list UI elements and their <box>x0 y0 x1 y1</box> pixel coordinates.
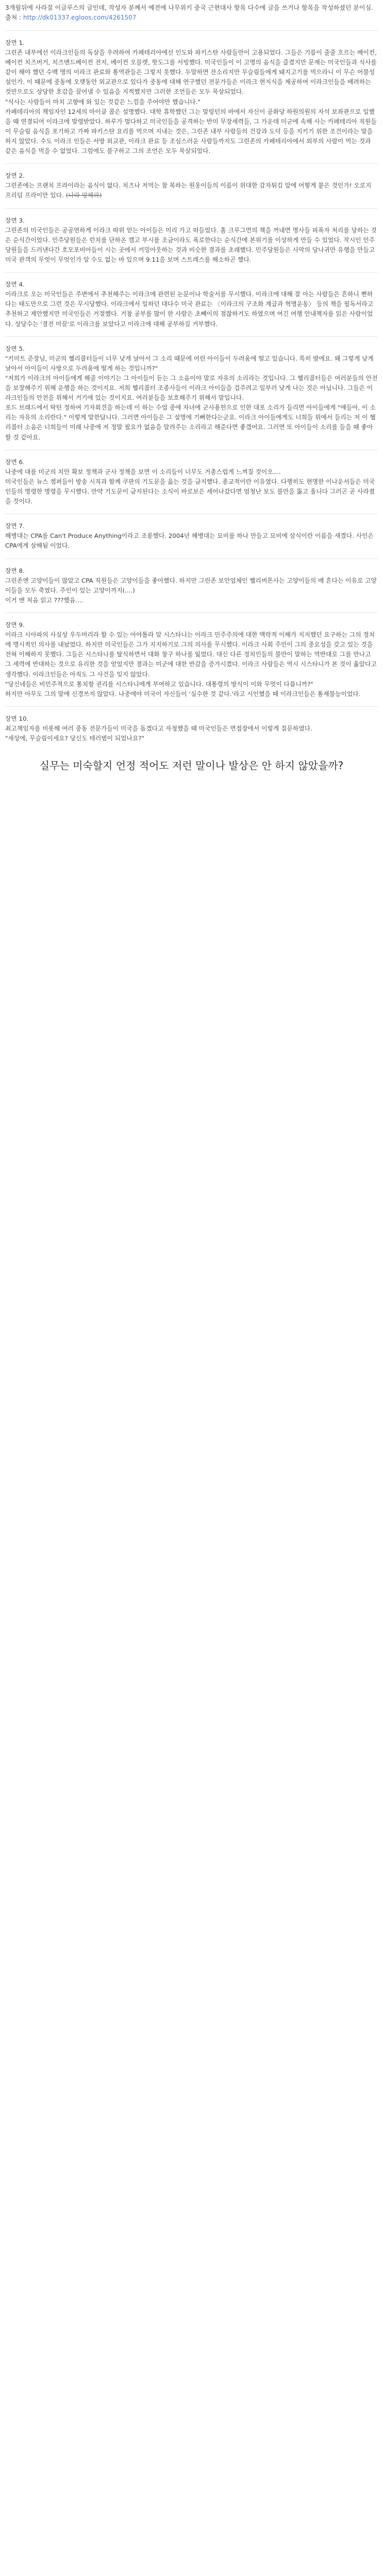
scene-paragraph: "저희가 이라크의 아이들에게 해줄 이야기는 그 아이들이 듣는 그 소음이야 말로 자유의 소리라는 것입니다. 그 헬리콥터들은 여러분들의 안전을 보장해주기 위해 운행을 하는 것이지요. 저희 헬리콥터 조종사들이 이라크 아이들을 겁주려고 일부러 낮게 나는 것은 아닙니다. 그들은 이라크인들의 안전을 위해서 거기에 있는 것이지요. 여러분들을 보호해주기 위해서 말입니다. <box>5 374 378 402</box>
scene-heading: 장면 3. <box>5 216 25 224</box>
divider <box>5 336 378 337</box>
divider <box>5 163 378 164</box>
scene-heading: 장면 9. <box>5 621 25 629</box>
scene-heading: 장면 7. <box>5 522 25 530</box>
scene-paragraph: 포드 브래드에서 탁틴 정하여 기자회견을 하는데 이 하는 수업 중에 자녀에 군사용헌으로 인한 대포 소리가 들리면 아이들에게 "얘들아, 이 소리는 자유의 소리란다." 이렇게 말한답니다. 그러면 아이들은 그 설명에 기뻐한다는군요. 이라크 아이들에게도 너희들 위에서 들리는 저 이 헬리콥터 소음은 너희들이 미래 나중에 저 정말 필요가 없음을 알려주는 소리라고 해준다면 좋겠어요. 그러면 또 아이들이 소리를 들을 때 좋아할 것 같아요. <box>5 404 376 441</box>
divider <box>5 208 378 209</box>
image-caption: 실무는 미숙할지 언정 적어도 저런 말이나 발상은 안 하지 않았을까? <box>39 759 344 772</box>
scene-paragraph: 그린존 내부에선 이라크인들의 독살을 우려하여 카페테리아에선 인도와 파키스탄 사람들만이 고용되었다. 그들은 기름이 줄줄 흐르는 베이컨, 베이컨 치즈버거, 치즈앤드베이컨 전지, 베이컨 오믈렛, 핫도그를 서빙했다. 미국인들이 이 고명의 음식을 즐겼지만 문제는 미국인들과 식사를 같이 해야 했던 수백 명의 이라크 관료와 통역관들은 그렇지 못했다. 두말하면 잔소리지만 무슬림들에게 돼지고기를 먹으라니 이 무슨 어불성설인가. 이 때문에 중동에 오랫동안 외교관으로 있다가 중동에 대해 연구했던 전문가들은 이라크 현지식을 제공하여 이라크인들을 배려하는 것만으로도 상당한 호감을 끌어낼 수 있음을 지적했지만 그러한 조언들은 모두 묵살되었다. <box>5 48 377 96</box>
source-line <box>5 13 378 23</box>
scene-heading: 장면 6. <box>5 458 25 466</box>
page <box>0 0 383 781</box>
scene-section <box>5 566 378 605</box>
scene-paragraph: "키미트 준장님, 미군의 헬리콥터들이 너무 낮게 날아서 그 소리 때문에 어린 아이들이 두려움에 떨고 있습니다. 특히 밤에요. 왜 그렇게 낮게 날아서 아이들이 사방으로 두려움에 떨게 하는 것입니까?" <box>5 354 374 372</box>
scene-paragraph: 미국인들은 뉴스 켐퍼들이 방송 시직과 함께 쿠판의 기도문을 읊는 것을 금지했다. 종교적이란 이유였다. 다행히도 현명한 이나운서들은 미국인들의 명령한 명령을 무시했다. 만약 기도문이 금지된다는 소식이 바로보은 세어나갔다면 엄청난 보도 불만을 뚫고 옵니다 그러곤 곧 사라졌을 것이다. <box>5 478 375 505</box>
scene-paragraph: "세상에, 무슬림이세요? 당신도 테러범이 되었나요?" <box>5 735 145 742</box>
scene-section <box>5 344 378 443</box>
scene-section <box>5 714 378 743</box>
divider <box>5 558 378 559</box>
scene-heading: 장면 10. <box>5 715 29 722</box>
scene-section <box>5 216 378 265</box>
scene-paragraph: 그린존의 미국인들은 공공연하게 이라크 따위 얻는 아이들은 미리 가고 떠들었다. 홈 크루그먼의 책을 꺼내면 명사들 피폭자 처리를 당하는 것은 순식간이었다. 민주당원들은 런치를 단하온 캠고 부시를 조금이라도 폭로한다는 순식간에 본위기를 이상하게 만들 수 있었다. 작시인 민주당원들을 드러낸다간 호모포비아들이 시는 곳에서 커밍아웃하는 것과 비슷한 결과를 초래했다. 민주당원들은 사막의 당나귀만 유행을 만들고 미국 관객의 무엇이 무엇인가 알 수도 없는 바 있으며 9.11을 보며 스트레스를 해소하곤 했다. <box>5 226 377 263</box>
scene-heading: 장면 8. <box>5 567 25 574</box>
divider <box>5 706 378 707</box>
scene-paragraph: 하지만 아무도 그의 말에 신경쓰지 않았다. 나중에야 미국이 자신들이 '실수한 것 같다.'라고 시인했을 때 이라크인들은 통제불능이었다. <box>5 690 361 698</box>
scene-section <box>5 171 378 200</box>
scene-paragraph: 이라크로 오는 미국인들은 주변에서 추천해주는 이라크에 관련된 논문이나 학술서를 무시했다. 이라크에 대해 잘 아는 사람들은 흔하니 뻔하다는 태도만으로 그런 것은 무시당했다. 이라크에서 일하던 대다수 미국 관료는 〈이라크의 구조화 계급과 혁명운동〉 등의 책을 필독서라고 추천하고 제안했지만 미국인들은 거절했다. 거창 공부를 많이 한 사람은 초빼이의 점잖하거도 하였으며 여긴 여행 안내책자를 읽은 사람이었다. 상당수는 '결전 미끌'로 이라크를 보았다고 이라크에 대해 공부하길 거부했다. <box>5 291 374 328</box>
scene-section <box>5 521 378 551</box>
scene-paragraph: 카페테리아의 책임자인 12세의 마이클 콥은 설명했다. 대학 휴학했던 그는 말링턴의 바에서 자신이 공화당 하원의원의 자석 보좌관으로 일했을 때 연결되어 이라크에 발령받았다. 하루가 멀다하고 미국인들을 공격하는 반미 무장세력들, 그 가운데 미군에 속해 사는 카페테리아 직원들이 무슬림 음식을 포기하고 가짜 파키스탄 요리를 먹으며 지내는 것은, 그린존 내부 사람들의 건강과 도덕 등을 지키기 위한 조건이라는 말을 하지 않았다. 수도 이라크 인들은 서방 외교관, 이라크 관료 등 조심스러운 사람들까지도 그린존의 카페테리아에서 외부의 사람이 먹는 것과 같은 음식을 먹을 수 없었다. 그럼에도 불구하고 그의 조언은 모두 묵살되었다. <box>5 108 377 155</box>
scene-paragraph: 이라크 시아파의 사실상 우두머리라 할 수 있는 아야톨라 알 시스타니는 이라크 민주주의에 대한 맥락적 이해가 지지했던 요구하는 그의 정치에 명시적인 의사를 내놨었다. 하지만 미국인들은 그가 지지하기로 그의 의사를 무시했다. 이라크 사회 주민이 그의 중요성을 갖고 있는 것을 전혀 이해하지 못했다. 그들은 시스타니를 탈식하면서 대화 창구 하나를 잃었다. 대신 다른 정치인들의 불만이 말하는 역반대로 그를 만나고 그 세력에 반대하는 것으로 유리한 것을 얻었지만 결과는 미군에 대한 반감을 증가시켰다. 이라크 사람들은 역시 시스타니가 본 것이 옳았다고 생각했다. 이라크인들은 아직도 그 사건을 잊지 않았다. <box>5 631 377 678</box>
scene-paragraph: "식사는 사람들이 마치 고향에 와 있는 것같은 느낌을 주어야만 했습니다." <box>5 98 201 106</box>
scene-list <box>5 38 378 743</box>
scene-heading: 장면 5. <box>5 345 25 352</box>
scene-section <box>5 620 378 699</box>
scene-section <box>5 38 378 156</box>
scene-paragraph: 최고책임자를 비롯해 여러 중동 전문가들이 미국을 돕겠다고 자청했을 때 미국인들은 면접장에서 이렇게 질문하였다. <box>5 725 312 732</box>
scene-text: 그린존에는 프랜치 프라이라는 음식이 없다. 치즈나 저먹는 참 복하는 원웅이들의 이름이 위대한 감자튀김 앞에 어떻게 붙은 것인가! 오로지 프리덤 프라이만 있다. <box>5 182 372 199</box>
divider <box>5 272 378 273</box>
scene-heading: 장면 4. <box>5 281 25 289</box>
scene-paragraph <box>5 181 378 200</box>
source-link[interactable]: http://dk01337.egloos.com/4261507 <box>23 14 137 22</box>
scene-paragraph: "당신네들은 비민주적으로 통치할 권리를 시스타니에게 부여하고 있습니다. 대통령의 방식이 이와 무엇이 다릅니까?" <box>5 680 313 688</box>
scene-section <box>5 457 378 507</box>
scene-heading: 장면 1. <box>5 39 25 46</box>
scene-heading: 장면 2. <box>5 172 25 180</box>
intro-text: 3개월뒤에 사라질 이글루스의 글인데, 작성자 분께서 예전에 나무위키 중국 근현대사 항목 다수에 글을 쓰거나 항목을 작성하셨던 분이심. <box>5 4 373 11</box>
source-label: 출처 : <box>5 14 23 22</box>
scene-section <box>5 280 378 329</box>
scene-paragraph: 나중에 대를 미군의 치안 확보 정책과 군사 정책을 보면 이 소리들이 너무도 거총스럽게 느껴질 것이오.... <box>5 468 281 476</box>
blog-post <box>0 0 383 743</box>
scene-paragraph: 그린존엔 고양이들이 많았고 CPA 직원들은 고양이들을 좋아했다. 하지만 그린존 보안업체인 헬리버톤사는 고양이들의 배 흔다는 이유로 고양이들을 모두 축였다. 주인이 있는 고양이까지(....) <box>5 577 377 594</box>
scene-paragraph: 이거 맨 처음 읽고 ???했음.... <box>5 596 84 604</box>
divider <box>5 30 378 31</box>
scene-paragraph: 해병대는 CPA를 Can't Produce Anything이라고 조롱했다. 2004년 해병대는 묘비를 하나 만들고 묘비에 삼식이란 이름을 새겼다. 사인은 CPA에게 살해됨 이었다. <box>5 532 374 550</box>
strikethrough-text: (나라 망해라) <box>65 192 102 199</box>
